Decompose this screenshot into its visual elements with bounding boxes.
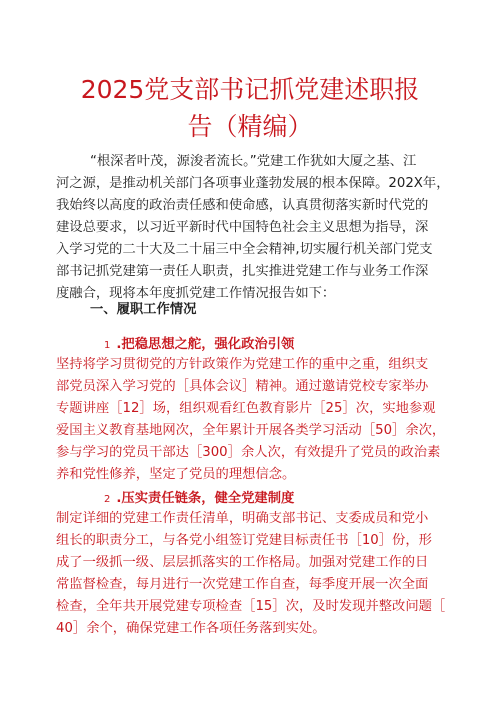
paragraph-line: 成了一级抓一级、层层抓落实的工作格局。加强对党建工作的日: [56, 555, 429, 570]
paragraph-line: 坚持将学习贯彻党的方针政策作为党建工作的重中之重，组织支: [56, 357, 429, 372]
subsection-heading-2: [104, 487, 294, 506]
paragraph-line: 爱国主义教育基地网次，全年累计开展各类学习活动［50］余次，: [56, 423, 446, 438]
paragraph-line: 常监督检查，每月进行一次党建工作自查，每季度开展一次全面: [56, 577, 429, 592]
intro-line: 建设总要求，以习近平新时代中国特色社会主义思想为指导，深: [56, 220, 429, 235]
section-heading: 一、履职工作情况: [90, 302, 197, 317]
subsection-heading-1: [104, 333, 294, 352]
intro-line-last: 度融合，现将本年度抓党建工作情况报告如下：: [56, 286, 336, 301]
subsection-number: 1: [104, 340, 111, 351]
paragraph-line: 养和党性修养，坚定了党员的理想信念。: [56, 467, 296, 482]
subsection-title: .压实责任链条，健全党建制度: [116, 491, 295, 506]
paragraph-line: 参与学习的党员干部达［300］余人次，有效提升了党员的政治素: [56, 445, 441, 460]
paragraph-line: 检查，全年共开展党建专项检查［15］次，及时发现并整改问题［: [56, 599, 446, 614]
subsection-title: .把稳思想之舵，强化政治引领: [116, 337, 295, 352]
document-title-line-1: 2025党支部书记抓党建述职报: [80, 75, 420, 104]
paragraph-line: 部党员深入学习党的［具体会议］精神。通过邀请党校专家举办: [56, 379, 429, 394]
paragraph-line: 制定详细的党建工作责任清单，明确支部书记、支委成员和党小: [56, 511, 429, 526]
subsection-number: 2: [104, 494, 111, 505]
intro-line: 我始终以高度的政治责任感和使命感，认真贯彻落实新时代党的: [56, 198, 429, 213]
paragraph-line: 40］余个，确保党建工作各项任务落到实处。: [56, 621, 326, 636]
intro-line: 入学习党的二十大及二十届三中全会精神,切实履行机关部门党支: [56, 242, 433, 257]
document-title-line-2: 告（精编）: [187, 112, 313, 141]
intro-line: 部书记抓党建第一责任人职责，扎实推进党建工作与业务工作深: [56, 264, 429, 279]
paragraph-line: 专题讲座［12］场，组织观看红色教育影片［25］次，实地参观: [56, 401, 436, 416]
intro-line: 河之源，是推动机关部门各项事业蓬勃发展的根本保障。202X年，: [56, 176, 450, 191]
paragraph-line: 组长的职责分工，与各党小组签订党建目标责任书［10］份，形: [56, 533, 432, 548]
intro-line: “根深者叶茂，源浚者流长。”党建工作犹如大厦之基、江: [90, 154, 417, 169]
